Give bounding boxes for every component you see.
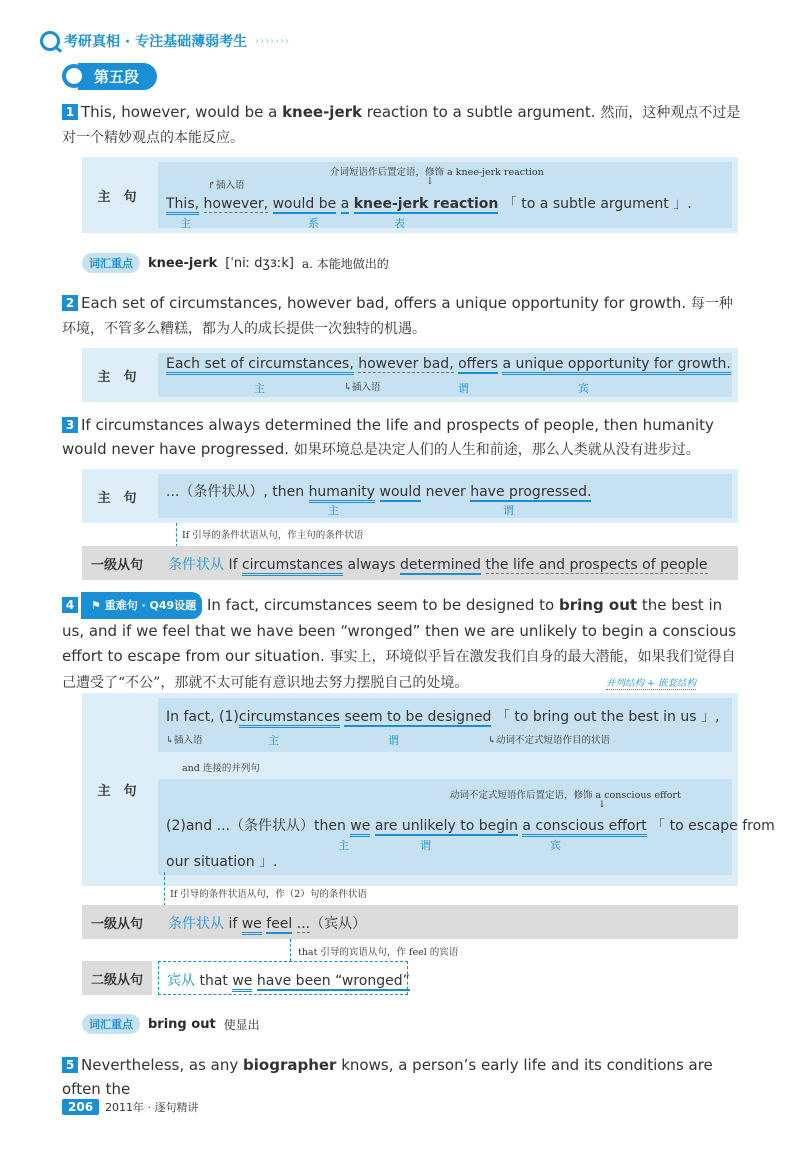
annotation-and: and 连接的并列句 bbox=[182, 763, 260, 774]
role-predicative: 表 bbox=[394, 217, 405, 230]
footer-text: 2011年 · 逐句精讲 bbox=[105, 1101, 199, 1114]
predicate: feel bbox=[266, 916, 293, 932]
connector-line bbox=[290, 939, 291, 961]
role-predicate: 谓 bbox=[458, 382, 469, 395]
sentence-1 bbox=[62, 100, 742, 150]
sentence-text: Nevertheless, as any bbox=[81, 1056, 244, 1074]
role-subject: 主 bbox=[338, 839, 349, 852]
clause-1 bbox=[158, 698, 732, 752]
sentence-number: 1 bbox=[62, 104, 78, 120]
annotation-that-clause: that 引导的宾语从句，作 feel 的宾语 bbox=[298, 947, 459, 958]
box-label: 二级从句 bbox=[82, 961, 152, 995]
keyword: knee-jerk bbox=[282, 103, 362, 121]
sentence-text: Each set of circumstances, however bad, offers a unique opportunity for growth. bbox=[81, 294, 687, 312]
sentence-2 bbox=[62, 291, 742, 341]
box-label: 一级从句 bbox=[82, 546, 152, 580]
main-clause-2 bbox=[166, 815, 775, 835]
clause-2 bbox=[158, 779, 775, 875]
clause-tag: 条件状从 bbox=[168, 916, 224, 932]
analysis-content bbox=[158, 162, 732, 228]
analysis-content bbox=[158, 353, 732, 397]
subordinate-box-4b bbox=[82, 961, 152, 995]
predicate: have progressed. bbox=[470, 484, 592, 500]
object-clause-box bbox=[158, 961, 408, 995]
main-clause bbox=[166, 481, 591, 501]
subject: humanity bbox=[309, 484, 376, 503]
sentence-number: 5 bbox=[62, 1057, 78, 1073]
vocab-note-2 bbox=[82, 1014, 260, 1034]
annotation-infinitive-2: 动词不定式短语作后置定语，修饰 a conscious effort bbox=[450, 790, 681, 801]
section-title-label: 第五段 bbox=[78, 63, 157, 90]
annotation-insert: ↳插入语 bbox=[166, 735, 203, 746]
main-clause bbox=[166, 193, 692, 213]
subject: we bbox=[242, 916, 262, 935]
vocab-note-1 bbox=[82, 253, 389, 273]
vocab-definition: a. 本能地做出的 bbox=[301, 256, 389, 271]
postpositive-attributive: 「 to escape from bbox=[651, 818, 775, 834]
vocab-definition: 使显出 bbox=[223, 1017, 260, 1032]
vocab-word: bring out bbox=[148, 1016, 216, 1032]
connector-line bbox=[176, 523, 177, 547]
purpose-adverbial: 「 to bring out the best in us 」, bbox=[495, 709, 720, 725]
sentence-text: If circumstances always determined the life and prospects of people, then humanity would never have progressed. bbox=[62, 416, 714, 458]
sentence-text: knows, a person’s early life and its conditions are often the bbox=[62, 1056, 713, 1098]
object: a unique opportunity for growth. bbox=[502, 356, 730, 375]
sentence-text: In fact, circumstances seem to be designed to bbox=[206, 596, 559, 614]
arrow-down-icon: ↓ bbox=[426, 176, 434, 187]
postpositive-attributive: 「 to a subtle argument 」. bbox=[502, 196, 692, 212]
annotation-insert: ↱插入语 bbox=[208, 180, 245, 191]
magnifier-logo-icon bbox=[62, 64, 86, 88]
conditional-placeholder: (2)and ...（条件状从）then bbox=[166, 818, 346, 834]
clause-tag: 条件状从 bbox=[168, 557, 224, 573]
subject: we bbox=[350, 818, 370, 837]
annotation-infinitive: ↳动词不定式短语作目的状语 bbox=[488, 735, 610, 746]
object: a conscious effort bbox=[522, 818, 646, 837]
annotation-if-clause: If 引导的条件状语从句，作（2）句的条件状语 bbox=[170, 889, 367, 900]
sentence-5 bbox=[62, 1053, 742, 1101]
main-clause bbox=[166, 356, 731, 372]
sentence-translation: 如果环境总是决定人们的人生和前途，那么人类就从没有进步过。 bbox=[293, 442, 700, 458]
predicate: offers bbox=[458, 356, 498, 372]
header-arrows: ››››››› bbox=[255, 35, 291, 47]
subject: we bbox=[232, 973, 252, 992]
vocab-tag: 词汇重点 bbox=[82, 1014, 140, 1034]
role-predicate: 谓 bbox=[503, 504, 514, 517]
role-object: 宾 bbox=[550, 839, 561, 852]
conjunction: that bbox=[199, 973, 228, 989]
sentence-3 bbox=[62, 413, 742, 462]
insertion: however, bbox=[203, 196, 269, 212]
clause-continuation: our situation 」. bbox=[166, 854, 278, 870]
annotation-insert: ↳插入语 bbox=[344, 382, 381, 393]
main-clause-1 bbox=[166, 706, 719, 726]
analysis-box-4 bbox=[82, 693, 775, 886]
conjunction: If bbox=[228, 557, 238, 573]
box-label: 主 句 bbox=[97, 189, 137, 205]
clause-type: （宾从） bbox=[310, 916, 367, 932]
sentence-text: the best in us, and if we feel that we have been “wronged” then we are unlikely to begin a conscious effort to escape from our situation. bbox=[62, 596, 737, 665]
sentence-text: This, however, would be a bbox=[81, 103, 283, 121]
box-label: 主 句 bbox=[97, 784, 137, 799]
subject: This, bbox=[166, 196, 199, 215]
sentence-translation: 然而，这种观点不过是对一个精妙观点的本能反应。 bbox=[62, 105, 741, 146]
connector-line bbox=[164, 872, 165, 906]
predicate: determined bbox=[400, 557, 482, 573]
header-title: 考研真相 · 专注基础薄弱考生 bbox=[64, 34, 248, 50]
predicate: are unlikely to begin bbox=[374, 818, 518, 834]
subject: circumstances bbox=[239, 709, 340, 728]
role-predicate: 谓 bbox=[420, 839, 431, 852]
role-subject: 主 bbox=[328, 504, 339, 517]
analysis-content bbox=[158, 474, 732, 518]
predicate: would bbox=[379, 484, 422, 500]
subject: Each set of circumstances, bbox=[166, 356, 354, 375]
sentence-number: 4 bbox=[62, 597, 78, 613]
difficult-sentence-tag: ⚑ 重难句 · Q49设题 bbox=[81, 592, 202, 619]
page-number: 206 bbox=[62, 1099, 99, 1115]
object-placeholder: ... bbox=[296, 916, 311, 932]
box-label: 主 句 bbox=[97, 369, 137, 385]
annotation-prep: 介词短语作后置定语，修饰 a knee-jerk reaction bbox=[330, 167, 544, 178]
annotation-if-clause: If 引导的条件状语从句，作主句的条件状语 bbox=[182, 530, 364, 541]
linking-verb: would be bbox=[272, 196, 337, 212]
insertion: In fact, (1) bbox=[166, 709, 239, 725]
box-label: 主 句 bbox=[97, 490, 137, 506]
vocab-word: knee-jerk bbox=[148, 255, 218, 271]
running-header bbox=[40, 30, 290, 52]
sentence-text: reaction to a subtle argument. bbox=[362, 103, 596, 121]
sentence-translation: 每一种环境，不管多么糟糕，都为人的成长提供一次独特的机遇。 bbox=[62, 296, 733, 337]
subject: circumstances bbox=[242, 557, 343, 576]
sentence-translation: 事实上，环境似乎旨在激发我们自身的最大潜能，如果我们觉得自己遭受了“不公”，那就不太可能有意识地去努力摆脱自己的处境。 bbox=[62, 649, 736, 691]
adverb: always bbox=[347, 557, 396, 573]
arrow-down-icon: ↓ bbox=[598, 799, 606, 810]
role-predicate: 谓 bbox=[388, 734, 399, 747]
role-subject: 主 bbox=[268, 734, 279, 747]
conditional-placeholder: ...（条件状从）, then bbox=[166, 484, 305, 500]
structure-note: 并列结构 + 嵌套结构 bbox=[606, 675, 696, 690]
vocab-phonetic: [ˈniː dʒɜːk] bbox=[225, 255, 294, 271]
role-object: 宾 bbox=[578, 382, 589, 395]
sentence-number: 2 bbox=[62, 295, 78, 311]
sentence-number: 3 bbox=[62, 417, 78, 433]
analysis-box-3 bbox=[82, 469, 738, 523]
vocab-tag: 词汇重点 bbox=[82, 253, 140, 273]
predicative-article: a bbox=[340, 196, 350, 212]
adverb: never bbox=[425, 484, 466, 500]
role-linking-verb: 系 bbox=[308, 217, 319, 230]
subordinate-box-4a bbox=[82, 905, 738, 939]
clause-tag: 宾从 bbox=[167, 973, 195, 989]
analysis-box-1 bbox=[82, 157, 738, 233]
role-subject: 主 bbox=[180, 217, 191, 230]
conjunction: if bbox=[228, 916, 238, 932]
analysis-box-2 bbox=[82, 348, 738, 402]
box-label: 一级从句 bbox=[82, 905, 152, 939]
conditional-clause bbox=[168, 554, 708, 574]
role-subject: 主 bbox=[254, 382, 265, 395]
object-clause bbox=[167, 970, 410, 990]
subordinate-box-3 bbox=[82, 546, 738, 580]
predicate: have been “wronged” bbox=[256, 973, 410, 989]
section-title bbox=[62, 63, 157, 89]
keyword: biographer bbox=[243, 1056, 337, 1074]
magnifier-logo-icon bbox=[40, 31, 60, 51]
conditional-clause bbox=[168, 913, 366, 933]
predicate: seem to be designed bbox=[344, 709, 492, 725]
object: the life and prospects of people bbox=[485, 557, 708, 573]
keyword: bring out bbox=[559, 596, 638, 614]
insertion: however bad, bbox=[358, 356, 454, 372]
predicative: knee-jerk reaction bbox=[353, 196, 499, 212]
page-footer bbox=[62, 1099, 199, 1115]
